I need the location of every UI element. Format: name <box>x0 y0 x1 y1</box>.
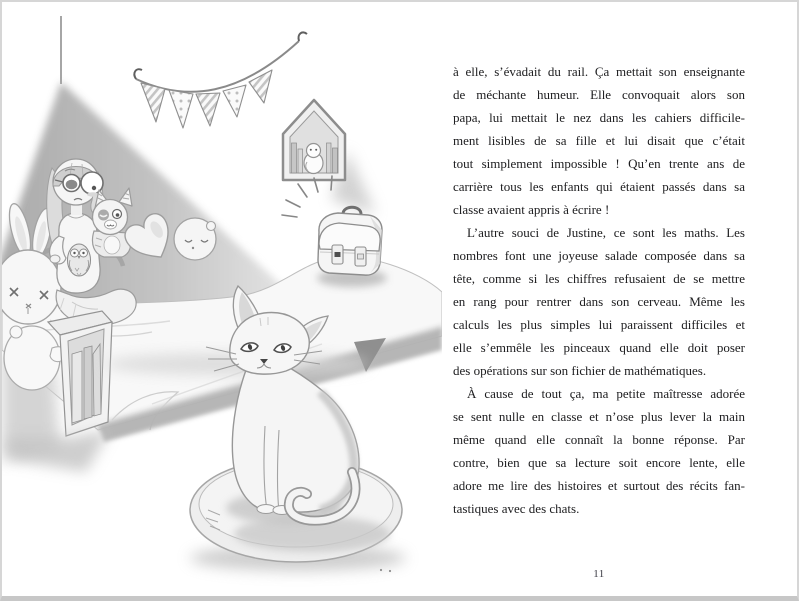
text-line: se sent nulle en classe et n’ose plus lever la main <box>453 409 745 424</box>
bedroom-illustration <box>2 2 442 596</box>
body-text <box>453 60 745 520</box>
text-line: calculs les plus simples lui paraissent difficiles et <box>453 317 745 332</box>
text-line: L’autre souci de Justine, ce sont les maths. Les <box>467 225 745 240</box>
bunting-garland <box>134 32 307 128</box>
text-line: nombres font une joyeuse salade composée dans sa <box>453 248 745 263</box>
text-line: des opérations sur son fichier de mathématiques. <box>453 363 707 378</box>
left-page <box>2 2 442 596</box>
text-line: À cause de tout ça, ma petite maîtresse adorée <box>467 386 745 401</box>
text-line: elle s’emmêle les pinceaux quand elle doit poser <box>453 340 745 355</box>
pupil <box>92 186 96 190</box>
pennant-flag <box>169 90 193 128</box>
house-shelf <box>283 100 376 214</box>
page-number: 11 <box>593 568 605 580</box>
text-line: classe avaient appris à écrire ! <box>453 202 610 217</box>
text-line: même quand elle connaît la bonne réponse. Par <box>453 432 745 447</box>
pencil-dot <box>389 570 391 572</box>
paragraph <box>453 221 745 382</box>
books <box>72 344 101 423</box>
text-line: adore me lire des histoires et surtout des récits fan- <box>453 478 745 493</box>
text-line: tastiques avec des chats. <box>453 501 580 516</box>
hook-icon <box>134 69 142 79</box>
shelf-bird <box>304 144 323 174</box>
paragraph <box>453 382 745 520</box>
sleeping-plush <box>174 218 216 260</box>
pennant-flag <box>196 93 220 126</box>
text-line: ment lisibles de sa fille et lui disait que c’était <box>453 133 745 148</box>
satchel-flap <box>319 223 380 251</box>
owl-pyjama-print <box>68 244 91 276</box>
text-line: tête, comme si les chiffres refusaient de se mettre <box>453 271 745 286</box>
pennant-flag <box>223 85 246 117</box>
text-line: contre, bien que sa lecture soit encore lente, elle <box>453 455 745 470</box>
text-line: carrière tous les enfants qui étaient passés dans sa <box>453 179 745 194</box>
right-page <box>453 2 753 596</box>
pencil-dot <box>380 569 382 571</box>
paragraph <box>453 60 745 221</box>
emphasis-lines <box>282 176 332 217</box>
hook-icon <box>299 32 307 41</box>
text-line: papa, lui mettait le nez dans les cahiers difficile- <box>453 110 745 125</box>
pennant-flag <box>141 83 165 122</box>
eye-patch <box>98 210 109 221</box>
text-line: tout simplement impossible ! Qu’en trente ans de <box>453 156 745 171</box>
text-line: en rang pour rentrer dans son cerveau. Même les <box>453 294 745 309</box>
text-line: de méchante humeur. Elle convoquait alors son <box>453 87 745 102</box>
shaded-eye <box>66 180 78 190</box>
text-line: à elle, s’évadait du rail. Ça mettait son enseignante <box>453 64 745 79</box>
